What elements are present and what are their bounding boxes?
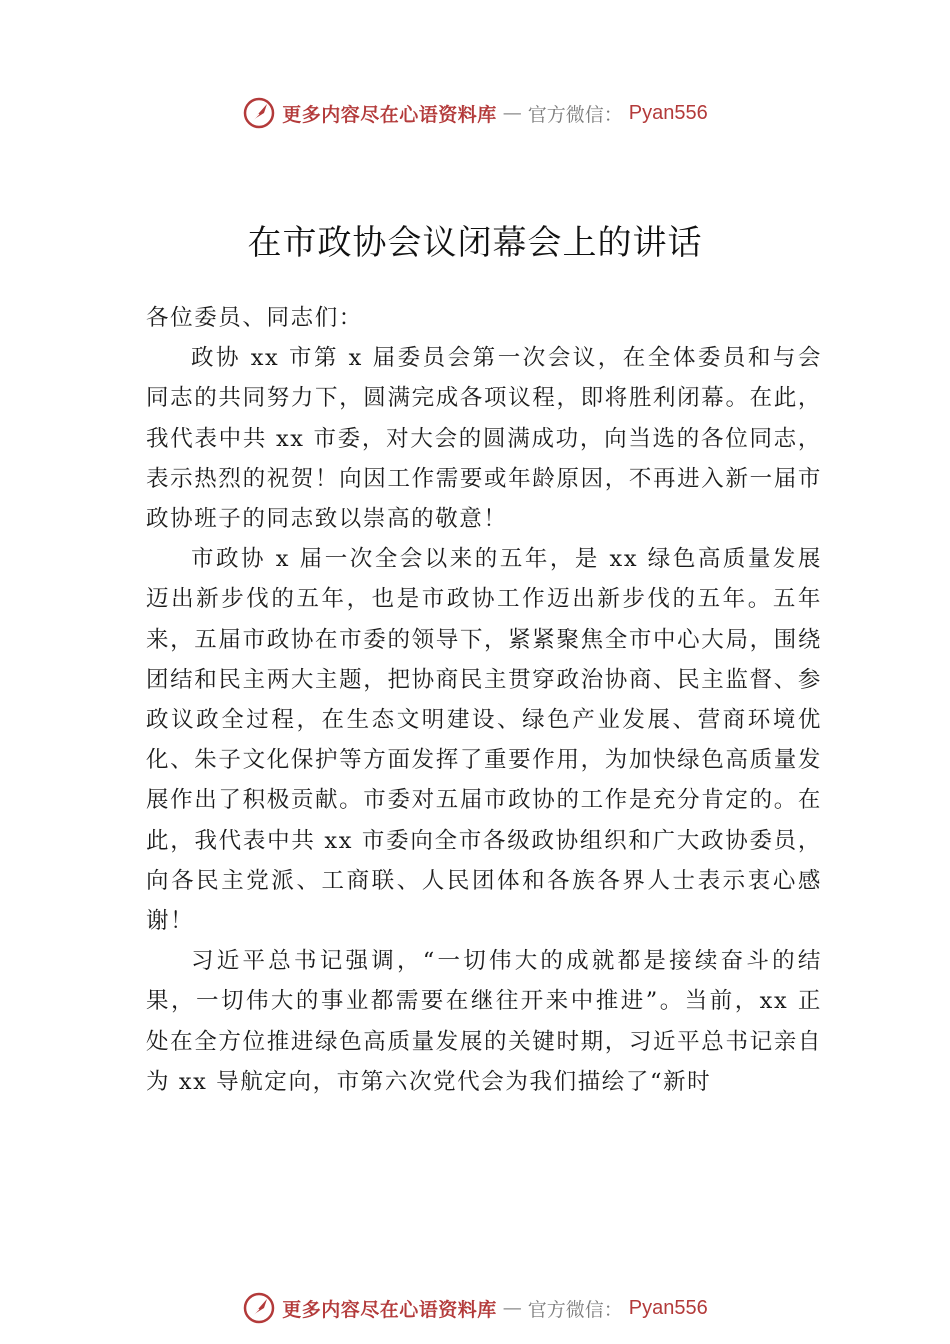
watermark-site-text: 更多内容尽在心语资料库 — [282, 1298, 497, 1321]
footer-watermark — [0, 1288, 950, 1328]
watermark-separator: — — [502, 1297, 522, 1319]
document-body — [146, 298, 822, 1102]
paragraph-1: 政协 xx 市第 x 届委员会第一次会议，在全体委员和与会同志的共同努力下，圆满完成各项议程，即将胜利闭幕。在此，我代表中共 xx 市委，对大会的圆满成功，向当选的各位同志，表示热烈的祝贺！向因工作需要或年龄原因，不再进入新一届市政协班子的同志致以崇高的敬意！ — [146, 345, 822, 533]
document-title: 在市政协会议闭幕会上的讲话 — [247, 222, 703, 263]
watermark-separator: — — [502, 102, 522, 124]
watermark-wechat-label: 官方微信： — [527, 1298, 623, 1321]
watermark-wechat-id: Pyan556 — [628, 1296, 708, 1319]
paragraph-3: 习近平总书记强调，“一切伟大的成就都是接续奋斗的结果，一切伟大的事业都需要在继往开来中推进”。当前，xx 正处在全方位推进绿色高质量发展的关键时期，习近平总书记亲自为 xx 导航定向，市第六次党代会为我们描绘了“新时 — [146, 948, 822, 1095]
watermark-site-text: 更多内容尽在心语资料库 — [282, 103, 497, 126]
watermark-wechat-id: Pyan556 — [628, 101, 708, 124]
paragraph-2: 市政协 x 届一次全会以来的五年，是 xx 绿色高质量发展迈出新步伐的五年，也是市政协工作迈出新步伐的五年。五年来，五届市政协在市委的领导下，紧紧聚焦全市中心大局，围绕团结和民主两大主题，把协商民主贯穿政治协商、民主监督、参政议政全过程，在生态文明建设、绿色产业发展、营商环境优化、朱子文化保护等方面发挥了重要作用，为加快绿色高质量发展作出了积极贡献。市委对五届市政协的工作是充分肯定的。在此，我代表中共 xx 市委向全市各级政协组织和广大政协委员，向各民主党派、工商联、人民团体和各族各界人士表示衷心感谢！ — [146, 546, 822, 935]
quill-logo-icon — [242, 1291, 276, 1325]
quill-logo-icon — [242, 96, 276, 130]
watermark-wechat-label: 官方微信： — [527, 103, 623, 126]
header-watermark — [0, 93, 950, 133]
salutation: 各位委员、同志们： — [146, 305, 363, 331]
